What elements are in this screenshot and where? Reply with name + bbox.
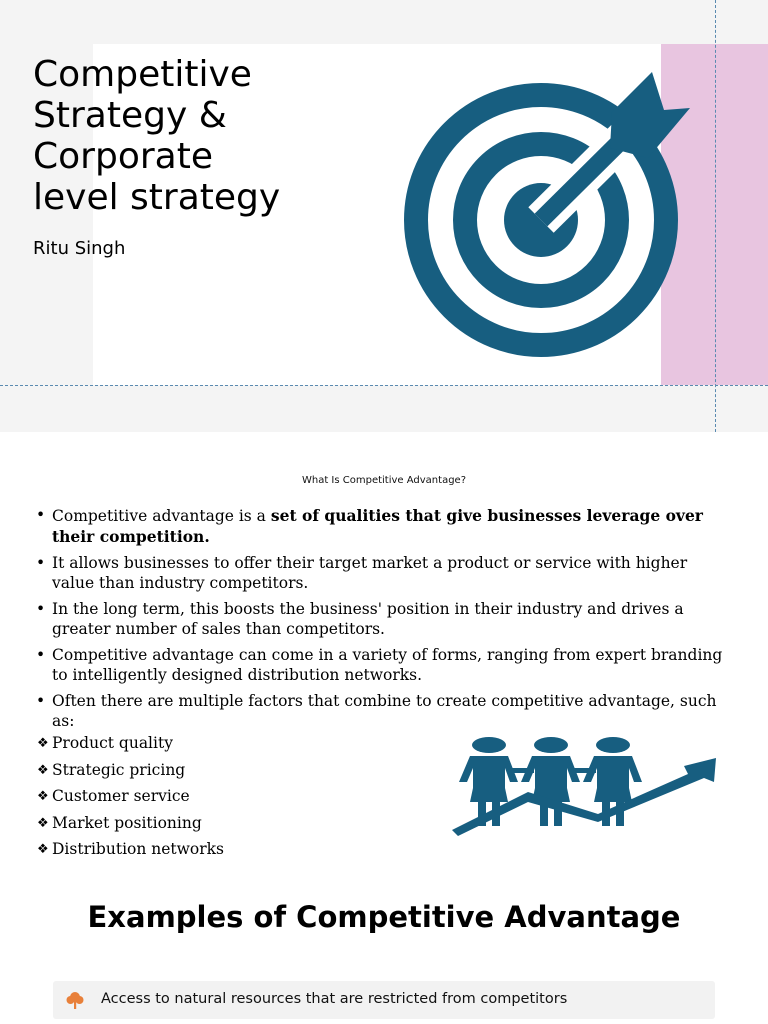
factor-item: ❖ Market positioning: [37, 813, 202, 832]
examples-heading: Examples of Competitive Advantage: [87, 900, 681, 934]
title-slide: [0, 0, 768, 432]
list-item: • Competitive advantage can come in a variety of forms, ranging from expert branding to intelligently designed distribution networks.: [36, 646, 723, 684]
diamond-bullet-icon: ❖: [37, 789, 49, 804]
competitive-advantage-slide: [0, 432, 768, 864]
factor-item: ❖ Product quality: [37, 734, 173, 752]
example-item-text: Access to natural resources that are restricted from competitors: [101, 991, 568, 1007]
slide-heading: What Is Competitive Advantage?: [301, 475, 467, 486]
guide-line-vertical: [715, 0, 716, 432]
diamond-bullet-icon: ❖: [37, 762, 49, 778]
list-item: • It allows businesses to offer their target market a product or service with higher value than industry competitors.: [36, 554, 688, 592]
list-item: • In the long term, this boosts the business' position in their industry and drives a greater number of sales than competitors.: [36, 600, 684, 638]
slide-title: Competitive Strategy & Corporate level strategy: [33, 54, 281, 218]
target-arrow-icon: [400, 70, 695, 365]
author-name: Ritu Singh: [33, 238, 126, 259]
bold-text: set of qualities that give businesses leverage over their competition.: [52, 506, 703, 546]
guide-line-horizontal: [0, 385, 768, 386]
example-item: [53, 981, 715, 1019]
team-growth-icon: [448, 732, 718, 842]
diamond-bullet-icon: ❖: [37, 815, 49, 831]
bullet-marker: •: [36, 646, 46, 664]
factor-item: ❖ Strategic pricing: [37, 760, 186, 779]
factor-item: ❖ Customer service: [37, 787, 190, 805]
tree-icon: [65, 990, 85, 1010]
bullet-marker: •: [36, 506, 46, 524]
bullet-marker: •: [36, 554, 46, 572]
list-item: • Often there are multiple factors that combine to create competitive advantage, such as:: [36, 692, 717, 730]
factor-item: ❖ Distribution networks: [37, 840, 225, 858]
diamond-bullet-icon: ❖: [37, 736, 49, 751]
diamond-bullet-icon: ❖: [37, 842, 49, 857]
list-item: • Competitive advantage is a set of qualities that give businesses leverage over their competition.: [36, 506, 703, 546]
bullet-marker: •: [36, 692, 46, 710]
bullet-marker: •: [36, 600, 46, 618]
